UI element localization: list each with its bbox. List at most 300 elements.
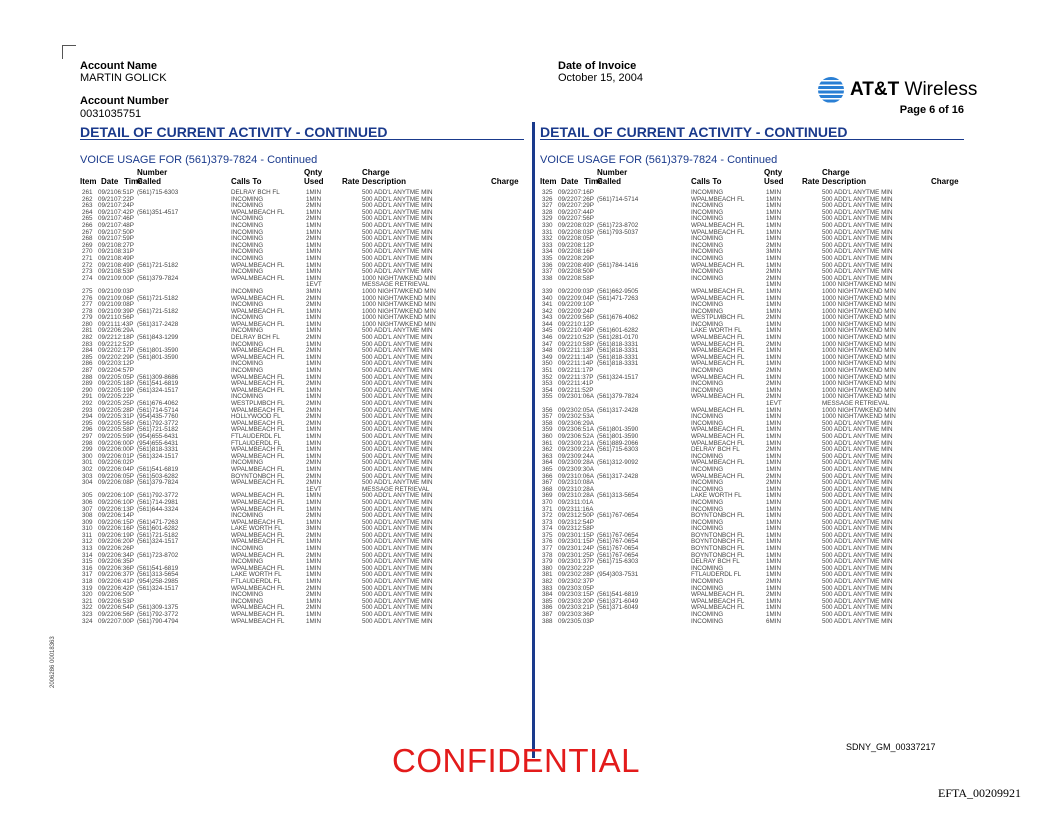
call-time: 05:18P: [114, 380, 134, 388]
number-called: (561)601-6282: [597, 327, 639, 335]
call-time: 06:34P: [114, 551, 134, 559]
item-number: 363: [542, 452, 553, 460]
table-row: [540, 381, 964, 388]
charge-description: 1000 NIGHT/WKEND MIN: [822, 380, 896, 388]
calls-to: BOYNTONBCH FL: [231, 472, 285, 480]
qnty-used: 1MIN: [766, 426, 782, 434]
charge-description: 500 ADD'L ANYTME MIN: [362, 406, 433, 414]
number-called: (561)317-2428: [597, 406, 639, 414]
call-date: 09/21: [98, 221, 114, 229]
item-number: 290: [82, 386, 93, 394]
call-date: 09/22: [558, 320, 574, 328]
charge-description: 500 ADD'L ANYTME MIN: [362, 531, 433, 539]
number-called: (561)317-2428: [597, 472, 639, 480]
call-time: 06:00P: [114, 439, 134, 447]
number-called: (561)715-6303: [597, 446, 639, 454]
calls-to: INCOMING: [691, 479, 724, 487]
calls-to: WPALMBEACH FL: [691, 472, 745, 480]
col-charge: Charge: [931, 177, 959, 186]
call-date: 09/22: [98, 380, 114, 388]
call-date: 09/22: [98, 340, 114, 348]
number-called: (561)324-1517: [137, 584, 179, 592]
charge-description: 500 ADD'L ANYTME MIN: [822, 254, 893, 262]
qnty-used: 1MIN: [306, 228, 322, 236]
item-number: 314: [82, 551, 93, 559]
call-date: 09/22: [98, 439, 114, 447]
qnty-used: 2MIN: [306, 347, 322, 355]
charge-description: 1000 NIGHT/WKEND MIN: [822, 347, 896, 355]
calls-to: INCOMING: [691, 452, 724, 460]
number-called: (561)767-0654: [597, 512, 639, 520]
call-time: 07:26P: [574, 195, 594, 203]
item-number: 388: [542, 617, 553, 625]
calls-to: WPALMBEACH FL: [231, 551, 285, 559]
call-time: 10:58P: [574, 340, 594, 348]
call-date: 09/22: [558, 367, 574, 375]
calls-to: WPALMBEACH FL: [231, 452, 285, 460]
calls-to: INCOMING: [231, 459, 264, 467]
calls-to: WPALMBEACH FL: [691, 360, 745, 368]
charge-description: 500 ADD'L ANYTME MIN: [822, 419, 893, 427]
qnty-used: 2MIN: [766, 340, 782, 348]
item-number: 317: [82, 571, 93, 579]
charge-description: 500 ADD'L ANYTME MIN: [362, 189, 433, 196]
table-row: [540, 276, 964, 283]
call-date: 09/21: [98, 320, 114, 328]
call-date: 09/22: [98, 400, 114, 407]
item-number: 297: [82, 432, 93, 440]
number-called: (561)541-6819: [597, 591, 639, 599]
call-date: 09/22: [98, 604, 114, 612]
call-time: 10:12P: [574, 320, 594, 328]
col-number-top: Number: [597, 168, 628, 177]
item-number: 277: [82, 301, 93, 309]
calls-to: INCOMING: [231, 248, 264, 256]
call-date: 09/22: [98, 611, 114, 618]
qnty-used: 3MIN: [766, 248, 782, 256]
call-time: 06:05P: [114, 472, 134, 480]
charge-description: 500 ADD'L ANYTME MIN: [822, 479, 893, 487]
call-time: 07:50P: [114, 228, 134, 236]
item-number: 382: [542, 578, 553, 586]
charge-description: 500 ADD'L ANYTME MIN: [362, 525, 433, 533]
number-called: (561)309-1375: [137, 604, 179, 612]
charge-description: 1000 NIGHT/WKEND MIN: [822, 406, 896, 414]
charge-description: 500 ADD'L ANYTME MIN: [362, 221, 433, 229]
calls-to: INCOMING: [691, 386, 724, 394]
charge-description: 500 ADD'L ANYTME MIN: [362, 393, 433, 401]
number-called: (561)715-6303: [137, 189, 179, 196]
item-number: 284: [82, 347, 93, 355]
item-number: 376: [542, 538, 553, 546]
calls-to: WPALMBEACH FL: [231, 617, 285, 625]
qnty-used: 1MIN: [766, 459, 782, 467]
item-number: 360: [542, 432, 553, 440]
table-row: [80, 230, 524, 237]
call-time: 09:10P: [574, 301, 594, 309]
call-time: 06:02P: [114, 459, 134, 467]
qnty-used: 1MIN: [766, 235, 782, 243]
call-date: 09/23: [558, 564, 574, 572]
number-called: (561)309-8686: [137, 373, 179, 381]
calls-to: HOLLYWOOD FL: [231, 413, 281, 421]
calls-to: INCOMING: [231, 287, 264, 295]
item-number: 287: [82, 367, 93, 375]
table-row: [80, 296, 524, 303]
item-number: 368: [542, 485, 553, 493]
calls-to: WPALMBEACH FL: [691, 228, 745, 236]
number-called: (561)801-3590: [597, 426, 639, 434]
item-number: 308: [82, 512, 93, 520]
qnty-used: 2MIN: [306, 584, 322, 592]
number-called: (561)792-3772: [137, 611, 179, 618]
calls-to: WPALMBEACH FL: [691, 334, 745, 342]
call-time: 06:08P: [114, 479, 134, 487]
number-called: (561)721-5182: [137, 426, 179, 434]
col-charge-top: Charge: [822, 168, 850, 177]
call-time: 09:21A: [574, 439, 594, 447]
call-date: 09/22: [98, 459, 114, 467]
col-item: Item: [80, 177, 97, 186]
table-row: [540, 474, 964, 481]
calls-to: INCOMING: [231, 558, 264, 566]
call-date: 09/22: [98, 518, 114, 526]
item-number: 268: [82, 235, 93, 243]
call-date: 09/23: [558, 591, 574, 599]
item-number: 345: [542, 327, 553, 335]
item-number: 381: [542, 571, 553, 579]
charge-description: 500 ADD'L ANYTME MIN: [362, 380, 433, 388]
charge-description: 1000 NIGHT/WKEND MIN: [822, 307, 896, 315]
charge-description: 1000 NIGHT/WKEND MIN: [822, 294, 896, 302]
call-time: 03:20P: [574, 597, 594, 605]
charge-description: 1000 NIGHT/WKEND MIN: [822, 327, 896, 335]
logo-text-bold: AT&T: [850, 79, 900, 100]
call-time: 06:54P: [114, 604, 134, 612]
table-row: [540, 520, 964, 527]
call-date: 09/21: [98, 254, 114, 262]
charge-description: 500 ADD'L ANYTME MIN: [362, 419, 433, 427]
call-date: 09/21: [98, 268, 114, 276]
qnty-used: 1MIN: [306, 578, 322, 586]
charge-description: 500 ADD'L ANYTME MIN: [822, 189, 893, 196]
call-time: 03:12P: [114, 360, 134, 368]
call-date: 09/22: [558, 386, 574, 394]
call-date: 09/22: [558, 254, 574, 262]
call-date: 09/21: [98, 208, 114, 216]
call-date: 09/23: [558, 446, 574, 454]
calls-to: INCOMING: [231, 512, 264, 520]
call-date: 09/22: [558, 307, 574, 315]
calls-to: WPALMBEACH FL: [691, 604, 745, 612]
number-called: (561)793-5037: [597, 228, 639, 236]
call-time: 12:50P: [574, 512, 594, 520]
qnty-used: 1MIN: [306, 248, 322, 256]
call-date: 09/21: [98, 195, 114, 203]
charge-description: 500 ADD'L ANYTME MIN: [822, 208, 893, 216]
call-date: 09/22: [558, 373, 574, 381]
call-date: 09/22: [98, 386, 114, 394]
table-row: [80, 539, 524, 546]
qnty-used: 1MIN: [766, 327, 782, 335]
call-date: 09/22: [558, 235, 574, 243]
charge-description: 500 ADD'L ANYTME MIN: [362, 551, 433, 559]
calls-to: BOYNTONBCH FL: [691, 545, 745, 553]
calls-to: INCOMING: [691, 611, 724, 618]
logo-text-rest: Wireless: [899, 79, 978, 100]
side-stamp: 2006286 00018363: [50, 636, 56, 688]
call-date: 09/23: [558, 525, 574, 533]
calls-to: INCOMING: [691, 241, 724, 249]
number-called: (561)324-1517: [137, 538, 179, 546]
number-called: (561)601-6282: [137, 525, 179, 533]
col-item: Item: [540, 177, 557, 186]
qnty-used: 3MIN: [306, 525, 322, 533]
calls-to: INCOMING: [691, 564, 724, 572]
qnty-used: 1MIN: [766, 386, 782, 394]
qnty-used: 1MIN: [306, 492, 322, 500]
charge-description: 500 ADD'L ANYTME MIN: [362, 446, 433, 454]
table-row: [80, 454, 524, 461]
qnty-used: 1MIN: [766, 558, 782, 566]
call-time: 07:48P: [114, 221, 134, 229]
charge-description: 500 ADD'L ANYTME MIN: [362, 195, 433, 203]
item-number: 378: [542, 551, 553, 559]
call-time: 08:27P: [114, 241, 134, 249]
table-row: [540, 236, 964, 243]
call-date: 09/22: [558, 274, 574, 282]
number-called: (561)281-0170: [597, 334, 639, 342]
item-number: 262: [82, 195, 93, 203]
call-date: 09/22: [558, 301, 574, 309]
item-number: 266: [82, 221, 93, 229]
qnty-used: 2MIN: [306, 419, 322, 427]
number-called: (561)767-0654: [597, 545, 639, 553]
call-time: 07:24P: [114, 202, 134, 210]
table-row: [540, 230, 964, 237]
charge-description: 500 ADD'L ANYTME MIN: [822, 446, 893, 454]
call-time: 11:37P: [574, 373, 594, 381]
charge-description: 500 ADD'L ANYTME MIN: [362, 564, 433, 572]
charge-description: 500 ADD'L ANYTME MIN: [822, 485, 893, 493]
calls-to: WPALMBEACH FL: [691, 261, 745, 269]
charge-description: 500 ADD'L ANYTME MIN: [362, 512, 433, 520]
item-number: 358: [542, 419, 553, 427]
item-number: 384: [542, 591, 553, 599]
call-time: 11:13P: [574, 347, 594, 355]
charge-description: 500 ADD'L ANYTME MIN: [362, 571, 433, 579]
item-number: 342: [542, 307, 553, 315]
call-time: 09:30A: [574, 465, 594, 473]
call-date: 09/23: [558, 426, 574, 434]
call-date: 09/23: [558, 558, 574, 566]
qnty-used: 2MIN: [306, 301, 322, 309]
section-header-right: DETAIL OF CURRENT ACTIVITY - CONTINUED: [540, 124, 964, 140]
call-time: 02:17P: [114, 347, 134, 355]
charge-description: 500 ADD'L ANYTME MIN: [362, 617, 433, 625]
calls-to: INCOMING: [231, 360, 264, 368]
call-date: 09/22: [98, 564, 114, 572]
call-time: 12:52P: [114, 340, 134, 348]
number-called: (561)723-8702: [137, 551, 179, 559]
calls-to: INCOMING: [691, 307, 724, 315]
table-row: [80, 388, 524, 395]
item-number: 373: [542, 518, 553, 526]
account-name-label: Account Name: [80, 60, 158, 72]
table-row: [540, 210, 964, 217]
table-row: [80, 249, 524, 256]
charge-description: 500 ADD'L ANYTME MIN: [822, 611, 893, 618]
number-called: (954)303-7531: [597, 571, 639, 579]
charge-description: 500 ADD'L ANYTME MIN: [362, 327, 433, 335]
qnty-used: 1MIN: [766, 281, 782, 289]
voice-usage-title-left: VOICE USAGE FOR (561)379-7824 - Continued: [80, 154, 318, 166]
qnty-used: 1MIN: [306, 538, 322, 546]
call-time: 06:42P: [114, 584, 134, 592]
qnty-used: 1MIN: [766, 531, 782, 539]
qnty-used: 1MIN: [766, 452, 782, 460]
calls-to: WESTPLMBCH FL: [231, 400, 285, 407]
qnty-used: 1EVT: [766, 400, 782, 407]
confidential-stamp: CONFIDENTIAL: [392, 742, 641, 779]
item-number: 326: [542, 195, 553, 203]
calls-to: WPALMBEACH FL: [231, 419, 285, 427]
table-row: [80, 197, 524, 204]
call-date: 09/22: [98, 367, 114, 375]
call-time: 09:06P: [114, 294, 134, 302]
qnty-used: 1MIN: [306, 307, 322, 315]
calls-to: WPALMBEACH FL: [231, 479, 285, 487]
call-time: 09:28A: [574, 459, 594, 467]
call-date: 09/21: [98, 287, 114, 295]
call-time: 04:57P: [114, 367, 134, 375]
item-number: 385: [542, 597, 553, 605]
call-date: 09/22: [98, 419, 114, 427]
item-number: 309: [82, 518, 93, 526]
qnty-used: 3MIN: [306, 287, 322, 295]
calls-to: LAKE WORTH FL: [691, 327, 742, 335]
call-date: 09/23: [558, 419, 574, 427]
efta-bates-number: EFTA_00209921: [938, 786, 1022, 800]
calls-to: WPALMBEACH FL: [231, 538, 285, 546]
item-number: 274: [82, 274, 93, 282]
qnty-used: 1MIN: [306, 340, 322, 348]
item-number: 279: [82, 314, 93, 322]
charge-description: 1000 NIGHT/WKEND MIN: [362, 320, 436, 328]
charge-description: 500 ADD'L ANYTME MIN: [362, 360, 433, 368]
calls-to: WPALMBEACH FL: [231, 380, 285, 388]
charge-description: 1000 NIGHT/WKEND MIN: [362, 274, 436, 282]
charge-description: 500 ADD'L ANYTME MIN: [362, 248, 433, 256]
calls-to: INCOMING: [691, 320, 724, 328]
call-time: 10:08A: [574, 479, 594, 487]
calls-to: INCOMING: [691, 584, 724, 592]
calls-to: WPALMBEACH FL: [691, 287, 745, 295]
item-number: 293: [82, 406, 93, 414]
call-time: 08:50P: [574, 268, 594, 276]
call-time: 09:03P: [574, 287, 594, 295]
table-row: [80, 480, 524, 487]
call-time: 06:10P: [114, 492, 134, 500]
charge-description: 500 ADD'L ANYTME MIN: [822, 241, 893, 249]
charge-description: 500 ADD'L ANYTME MIN: [822, 274, 893, 282]
charge-description: 500 ADD'L ANYTME MIN: [362, 452, 433, 460]
item-number: 291: [82, 393, 93, 401]
calls-to: FTLAUDERDL FL: [231, 439, 282, 447]
col-calls-to: Calls To: [231, 177, 262, 186]
item-number: 336: [542, 261, 553, 269]
item-number: 369: [542, 492, 553, 500]
qnty-used: 1MIN: [766, 505, 782, 513]
call-time: 09:24A: [574, 452, 594, 460]
charge-description: 500 ADD'L ANYTME MIN: [822, 498, 893, 506]
item-number: 320: [82, 591, 93, 599]
col-date: Date: [101, 177, 119, 186]
item-number: 357: [542, 413, 553, 421]
call-date: 09/22: [98, 498, 114, 506]
call-time: 02:05A: [574, 406, 594, 414]
charge-description: 1000 NIGHT/WKEND MIN: [822, 301, 896, 309]
qnty-used: 1MIN: [306, 360, 322, 368]
charge-description: 1000 NIGHT/WKEND MIN: [822, 320, 896, 328]
calls-to: FTLAUDERDL FL: [231, 578, 282, 586]
calls-to: WPALMBEACH FL: [231, 564, 285, 572]
charge-description: 500 ADD'L ANYTME MIN: [362, 202, 433, 210]
item-number: 361: [542, 439, 553, 447]
col-used: Used: [764, 177, 784, 186]
charge-description: 500 ADD'L ANYTME MIN: [822, 465, 893, 473]
call-time: 05:22P: [114, 393, 134, 401]
calls-to: DELRAY BCH FL: [691, 558, 740, 566]
call-time: 08:31P: [114, 248, 134, 256]
number-called: (561)784-1416: [597, 261, 639, 269]
charge-description: 500 ADD'L ANYTME MIN: [822, 512, 893, 520]
call-time: 06:20P: [114, 538, 134, 546]
call-time: 09:00P: [114, 274, 134, 282]
item-number: 335: [542, 254, 553, 262]
charge-description: 500 ADD'L ANYTME MIN: [362, 545, 433, 553]
calls-to: INCOMING: [691, 419, 724, 427]
call-time: 02:28P: [574, 571, 594, 579]
call-time: 05:58P: [114, 426, 134, 434]
col-time: Time: [584, 177, 603, 186]
charge-description: 500 ADD'L ANYTME MIN: [362, 439, 433, 447]
col-qnty-top: Qnty: [764, 168, 783, 177]
item-number: 306: [82, 498, 93, 506]
qnty-used: 2MIN: [306, 459, 322, 467]
table-row: [540, 500, 964, 507]
call-time: 06:29A: [574, 419, 594, 427]
call-time: 06:14P: [114, 512, 134, 520]
calls-to: INCOMING: [691, 380, 724, 388]
call-table-left: [80, 190, 524, 625]
call-time: 08:49P: [114, 254, 134, 262]
call-time: 09:39P: [114, 307, 134, 315]
qnty-used: 1MIN: [766, 301, 782, 309]
calls-to: WPALMBEACH FL: [691, 439, 745, 447]
call-time: 08:03P: [574, 228, 594, 236]
number-called: (561)676-4062: [137, 400, 179, 407]
call-time: 09:08P: [114, 301, 134, 309]
table-row: [80, 276, 524, 283]
table-row: [80, 282, 524, 289]
item-number: 387: [542, 611, 553, 618]
number-called: (561)676-4062: [597, 314, 639, 322]
charge-description: 500 ADD'L ANYTME MIN: [822, 195, 893, 203]
att-wireless-logo: [818, 77, 977, 103]
call-time: 10:06A: [574, 472, 594, 480]
call-date: 09/23: [558, 452, 574, 460]
